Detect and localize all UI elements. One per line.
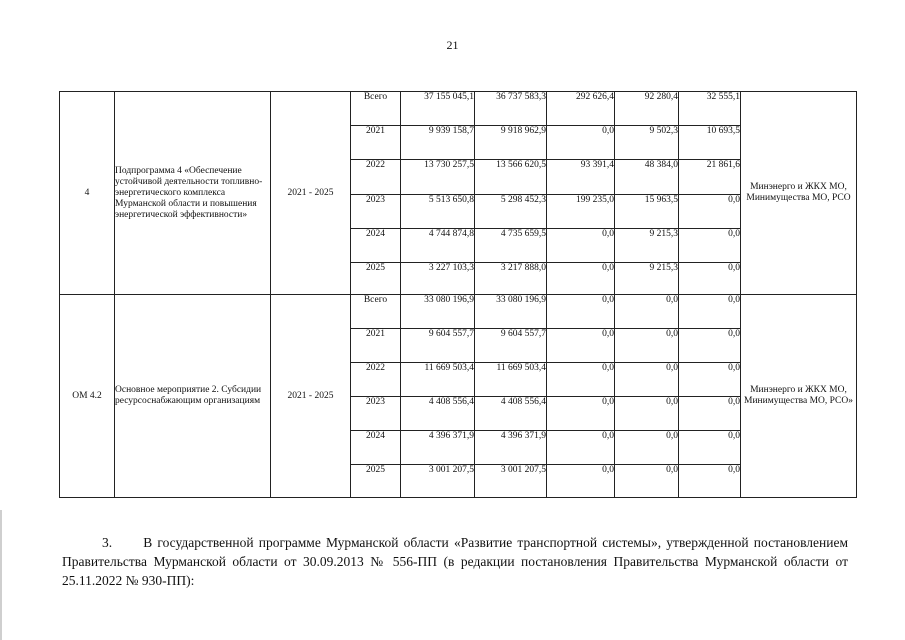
value-col-2: 13 566 620,5: [475, 160, 547, 195]
value-col-4: 15 963,5: [615, 195, 679, 229]
year-cell: 2024: [351, 229, 401, 263]
value-col-5: 21 861,6: [679, 160, 741, 195]
scan-edge-shadow: [0, 510, 2, 640]
value-col-5: 32 555,1: [679, 92, 741, 126]
year-cell: Всего: [351, 92, 401, 126]
item-name: Подпрограмма 4 «Обеспечение устойчивой деятельности топливно-энергетического комплекса Мурманской области и повышения энергетической эффективности»: [115, 92, 271, 295]
table-row: [60, 295, 857, 329]
item-period: 2021 - 2025: [271, 295, 351, 498]
total-value: 3 001 207,5: [401, 465, 475, 498]
paragraph-3: [62, 533, 848, 590]
total-value: 37 155 045,1: [401, 92, 475, 126]
total-value: 13 730 257,5: [401, 160, 475, 195]
value-col-4: 48 384,0: [615, 160, 679, 195]
total-value: 9 939 158,7: [401, 126, 475, 160]
total-value: 3 227 103,3: [401, 263, 475, 295]
value-col-5: 0,0: [679, 263, 741, 295]
paragraph-text: В государственной программе Мурманской области «Развитие транспортной системы», утвержденной постановлением Правительства Мурманской области от 30.09.2013 № 556-ПП (в редакции постановления Правительства Мурманской области от 25.11.2022 № 930-ПП):: [62, 535, 849, 588]
year-cell: 2021: [351, 329, 401, 363]
value-col-2: 4 408 556,4: [475, 397, 547, 431]
value-col-2: 9 918 962,9: [475, 126, 547, 160]
value-col-3: 0,0: [547, 465, 615, 498]
value-col-4: 0,0: [615, 329, 679, 363]
item-executor: Минэнерго и ЖКХ МО, Минимущества МО, РСО»: [741, 295, 857, 498]
value-col-4: 9 502,3: [615, 126, 679, 160]
value-col-4: 0,0: [615, 397, 679, 431]
value-col-2: 5 298 452,3: [475, 195, 547, 229]
year-cell: 2025: [351, 465, 401, 498]
total-value: 4 408 556,4: [401, 397, 475, 431]
table-row: [60, 92, 857, 126]
value-col-5: 0,0: [679, 195, 741, 229]
value-col-4: 0,0: [615, 363, 679, 397]
year-cell: 2023: [351, 397, 401, 431]
value-col-3: 93 391,4: [547, 160, 615, 195]
value-col-5: 0,0: [679, 431, 741, 465]
item-name: Основное мероприятие 2. Субсидии ресурсоснабжающим организациям: [115, 295, 271, 498]
item-number: ОМ 4.2: [60, 295, 115, 498]
value-col-5: 10 693,5: [679, 126, 741, 160]
budget-table-body: [60, 92, 857, 498]
value-col-4: 0,0: [615, 295, 679, 329]
value-col-3: 0,0: [547, 295, 615, 329]
value-col-3: 0,0: [547, 229, 615, 263]
value-col-2: 33 080 196,9: [475, 295, 547, 329]
value-col-4: 0,0: [615, 465, 679, 498]
value-col-3: 0,0: [547, 397, 615, 431]
year-cell: 2022: [351, 363, 401, 397]
total-value: 5 513 650,8: [401, 195, 475, 229]
total-value: 9 604 557,7: [401, 329, 475, 363]
year-cell: 2021: [351, 126, 401, 160]
value-col-3: 0,0: [547, 329, 615, 363]
value-col-5: 0,0: [679, 295, 741, 329]
value-col-3: 0,0: [547, 363, 615, 397]
total-value: 11 669 503,4: [401, 363, 475, 397]
value-col-2: 4 396 371,9: [475, 431, 547, 465]
year-cell: 2023: [351, 195, 401, 229]
value-col-5: 0,0: [679, 229, 741, 263]
value-col-2: 3 001 207,5: [475, 465, 547, 498]
value-col-2: 9 604 557,7: [475, 329, 547, 363]
value-col-4: 9 215,3: [615, 263, 679, 295]
total-value: 4 396 371,9: [401, 431, 475, 465]
total-value: 33 080 196,9: [401, 295, 475, 329]
value-col-4: 92 280,4: [615, 92, 679, 126]
value-col-2: 36 737 583,3: [475, 92, 547, 126]
year-cell: 2025: [351, 263, 401, 295]
paragraph-number: 3.: [102, 535, 113, 550]
value-col-5: 0,0: [679, 329, 741, 363]
value-col-5: 0,0: [679, 465, 741, 498]
item-executor: Минэнерго и ЖКХ МО, Минимущества МО, РСО: [741, 92, 857, 295]
value-col-3: 0,0: [547, 263, 615, 295]
value-col-5: 0,0: [679, 397, 741, 431]
value-col-2: 11 669 503,4: [475, 363, 547, 397]
value-col-5: 0,0: [679, 363, 741, 397]
value-col-3: 199 235,0: [547, 195, 615, 229]
item-number: 4: [60, 92, 115, 295]
value-col-4: 0,0: [615, 431, 679, 465]
value-col-2: 3 217 888,0: [475, 263, 547, 295]
value-col-3: 292 626,4: [547, 92, 615, 126]
value-col-4: 9 215,3: [615, 229, 679, 263]
value-col-3: 0,0: [547, 431, 615, 465]
value-col-3: 0,0: [547, 126, 615, 160]
budget-table: [59, 91, 857, 498]
page-number: 21: [446, 38, 459, 52]
year-cell: Всего: [351, 295, 401, 329]
year-cell: 2024: [351, 431, 401, 465]
year-cell: 2022: [351, 160, 401, 195]
item-period: 2021 - 2025: [271, 92, 351, 295]
value-col-2: 4 735 659,5: [475, 229, 547, 263]
total-value: 4 744 874,8: [401, 229, 475, 263]
